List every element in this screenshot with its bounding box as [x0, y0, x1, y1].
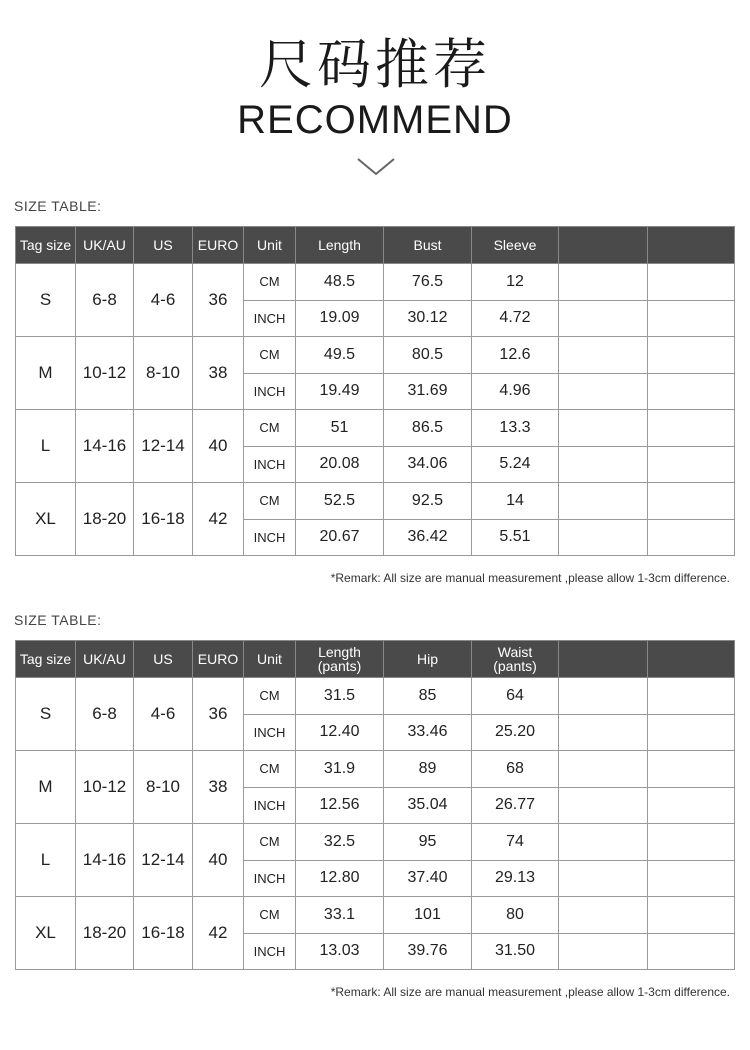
- empty-cell: [559, 446, 648, 483]
- measurement-cell: 12.40: [296, 714, 384, 751]
- measurement-cell: 33.1: [296, 897, 384, 934]
- empty-cell: [648, 337, 735, 374]
- empty-cell: [648, 410, 735, 447]
- euro-cell: 38: [193, 751, 244, 824]
- us-cell: 4-6: [134, 678, 193, 751]
- size-table-label-pants: SIZE TABLE:: [14, 612, 102, 628]
- column-header: US: [134, 641, 193, 678]
- measurement-cell: 20.08: [296, 446, 384, 483]
- column-header: Length: [296, 227, 384, 264]
- uk-au-cell: 10-12: [76, 751, 134, 824]
- measurement-cell: 80: [472, 897, 559, 934]
- size-table-tops: [15, 226, 735, 556]
- measurement-cell: 19.49: [296, 373, 384, 410]
- unit-cell: INCH: [244, 373, 296, 410]
- uk-au-cell: 14-16: [76, 824, 134, 897]
- euro-cell: 42: [193, 483, 244, 556]
- measurement-cell: 92.5: [384, 483, 472, 520]
- page-title-english: RECOMMEND: [237, 98, 513, 142]
- size-tag-cell: M: [16, 751, 76, 824]
- euro-cell: 36: [193, 264, 244, 337]
- measurement-cell: 20.67: [296, 519, 384, 556]
- empty-cell: [559, 860, 648, 897]
- measurement-cell: 12.6: [472, 337, 559, 374]
- unit-cell: CM: [244, 751, 296, 788]
- empty-cell: [648, 483, 735, 520]
- empty-cell: [648, 519, 735, 556]
- unit-cell: INCH: [244, 787, 296, 824]
- unit-cell: CM: [244, 410, 296, 447]
- size-tag-cell: L: [16, 410, 76, 483]
- measurement-cell: 29.13: [472, 860, 559, 897]
- measurement-cell: 49.5: [296, 337, 384, 374]
- measurement-cell: 25.20: [472, 714, 559, 751]
- column-header: UK/AU: [76, 227, 134, 264]
- measurement-cell: 4.96: [472, 373, 559, 410]
- table-header-row: [16, 641, 735, 678]
- measurement-cell: 68: [472, 751, 559, 788]
- empty-cell: [559, 787, 648, 824]
- euro-cell: 40: [193, 410, 244, 483]
- unit-cell: CM: [244, 897, 296, 934]
- measurement-cell: 48.5: [296, 264, 384, 301]
- empty-cell: [559, 264, 648, 301]
- empty-cell: [648, 751, 735, 788]
- chevron-down-icon: [356, 156, 396, 178]
- uk-au-cell: 18-20: [76, 897, 134, 970]
- unit-cell: INCH: [244, 860, 296, 897]
- uk-au-cell: 6-8: [76, 678, 134, 751]
- empty-cell: [648, 787, 735, 824]
- empty-cell: [559, 519, 648, 556]
- column-header: EURO: [193, 641, 244, 678]
- empty-cell: [648, 897, 735, 934]
- us-cell: 12-14: [134, 410, 193, 483]
- measurement-cell: 19.09: [296, 300, 384, 337]
- measurement-cell: 13.3: [472, 410, 559, 447]
- uk-au-cell: 18-20: [76, 483, 134, 556]
- column-header: EURO: [193, 227, 244, 264]
- unit-cell: CM: [244, 483, 296, 520]
- empty-cell: [559, 483, 648, 520]
- table-row: [16, 897, 735, 934]
- measurement-cell: 12.56: [296, 787, 384, 824]
- empty-cell: [559, 897, 648, 934]
- empty-cell: [648, 446, 735, 483]
- measurement-cell: 37.40: [384, 860, 472, 897]
- column-header: [559, 641, 648, 678]
- measurement-cell: 52.5: [296, 483, 384, 520]
- column-header: Waist (pants): [472, 641, 559, 678]
- empty-cell: [648, 824, 735, 861]
- size-tag-cell: XL: [16, 483, 76, 556]
- measurement-cell: 12: [472, 264, 559, 301]
- size-tag-cell: L: [16, 824, 76, 897]
- column-header: Hip: [384, 641, 472, 678]
- empty-cell: [559, 373, 648, 410]
- us-cell: 4-6: [134, 264, 193, 337]
- size-tag-cell: S: [16, 678, 76, 751]
- measurement-cell: 89: [384, 751, 472, 788]
- uk-au-cell: 10-12: [76, 337, 134, 410]
- size-table-label-tops: SIZE TABLE:: [14, 198, 102, 214]
- unit-cell: CM: [244, 824, 296, 861]
- column-header: US: [134, 227, 193, 264]
- empty-cell: [648, 860, 735, 897]
- uk-au-cell: 14-16: [76, 410, 134, 483]
- empty-cell: [559, 824, 648, 861]
- empty-cell: [559, 714, 648, 751]
- measurement-cell: 32.5: [296, 824, 384, 861]
- empty-cell: [559, 337, 648, 374]
- unit-cell: CM: [244, 264, 296, 301]
- empty-cell: [648, 373, 735, 410]
- empty-cell: [559, 410, 648, 447]
- measurement-cell: 31.9: [296, 751, 384, 788]
- table-row: [16, 410, 735, 447]
- table-row: [16, 751, 735, 788]
- empty-cell: [648, 678, 735, 715]
- column-header: Tag size: [16, 641, 76, 678]
- table-row: [16, 264, 735, 301]
- table-row: [16, 337, 735, 374]
- remark-pants: *Remark: All size are manual measurement ,please allow 1-3cm difference.: [330, 985, 730, 999]
- column-header: UK/AU: [76, 641, 134, 678]
- measurement-cell: 34.06: [384, 446, 472, 483]
- measurement-cell: 85: [384, 678, 472, 715]
- measurement-cell: 86.5: [384, 410, 472, 447]
- size-tag-cell: S: [16, 264, 76, 337]
- empty-cell: [559, 300, 648, 337]
- measurement-cell: 14: [472, 483, 559, 520]
- measurement-cell: 80.5: [384, 337, 472, 374]
- euro-cell: 42: [193, 897, 244, 970]
- measurement-cell: 30.12: [384, 300, 472, 337]
- unit-cell: INCH: [244, 300, 296, 337]
- measurement-cell: 5.51: [472, 519, 559, 556]
- page-title-chinese: 尺码推荐: [259, 33, 491, 96]
- measurement-cell: 5.24: [472, 446, 559, 483]
- measurement-cell: 26.77: [472, 787, 559, 824]
- measurement-cell: 12.80: [296, 860, 384, 897]
- measurement-cell: 31.69: [384, 373, 472, 410]
- unit-cell: INCH: [244, 446, 296, 483]
- empty-cell: [648, 933, 735, 970]
- measurement-cell: 13.03: [296, 933, 384, 970]
- column-header: [559, 227, 648, 264]
- empty-cell: [559, 678, 648, 715]
- us-cell: 8-10: [134, 337, 193, 410]
- measurement-cell: 74: [472, 824, 559, 861]
- uk-au-cell: 6-8: [76, 264, 134, 337]
- unit-cell: INCH: [244, 933, 296, 970]
- size-table-pants: [15, 640, 735, 970]
- measurement-cell: 36.42: [384, 519, 472, 556]
- column-header: [648, 641, 735, 678]
- empty-cell: [648, 714, 735, 751]
- us-cell: 8-10: [134, 751, 193, 824]
- measurement-cell: 64: [472, 678, 559, 715]
- unit-cell: CM: [244, 337, 296, 374]
- us-cell: 12-14: [134, 824, 193, 897]
- column-header: Sleeve: [472, 227, 559, 264]
- size-tag-cell: M: [16, 337, 76, 410]
- empty-cell: [559, 751, 648, 788]
- column-header: Unit: [244, 641, 296, 678]
- empty-cell: [648, 300, 735, 337]
- unit-cell: INCH: [244, 714, 296, 751]
- remark-tops: *Remark: All size are manual measurement ,please allow 1-3cm difference.: [330, 571, 730, 585]
- column-header: [648, 227, 735, 264]
- table-header-row: [16, 227, 735, 264]
- us-cell: 16-18: [134, 483, 193, 556]
- measurement-cell: 76.5: [384, 264, 472, 301]
- measurement-cell: 95: [384, 824, 472, 861]
- euro-cell: 36: [193, 678, 244, 751]
- table-row: [16, 483, 735, 520]
- measurement-cell: 51: [296, 410, 384, 447]
- us-cell: 16-18: [134, 897, 193, 970]
- unit-cell: CM: [244, 678, 296, 715]
- empty-cell: [559, 933, 648, 970]
- unit-cell: INCH: [244, 519, 296, 556]
- measurement-cell: 31.5: [296, 678, 384, 715]
- column-header: Bust: [384, 227, 472, 264]
- table-row: [16, 824, 735, 861]
- empty-cell: [648, 264, 735, 301]
- column-header: Unit: [244, 227, 296, 264]
- measurement-cell: 31.50: [472, 933, 559, 970]
- measurement-cell: 4.72: [472, 300, 559, 337]
- table-row: [16, 678, 735, 715]
- measurement-cell: 101: [384, 897, 472, 934]
- euro-cell: 40: [193, 824, 244, 897]
- measurement-cell: 39.76: [384, 933, 472, 970]
- column-header: Tag size: [16, 227, 76, 264]
- measurement-cell: 33.46: [384, 714, 472, 751]
- size-tag-cell: XL: [16, 897, 76, 970]
- column-header: Length (pants): [296, 641, 384, 678]
- measurement-cell: 35.04: [384, 787, 472, 824]
- euro-cell: 38: [193, 337, 244, 410]
